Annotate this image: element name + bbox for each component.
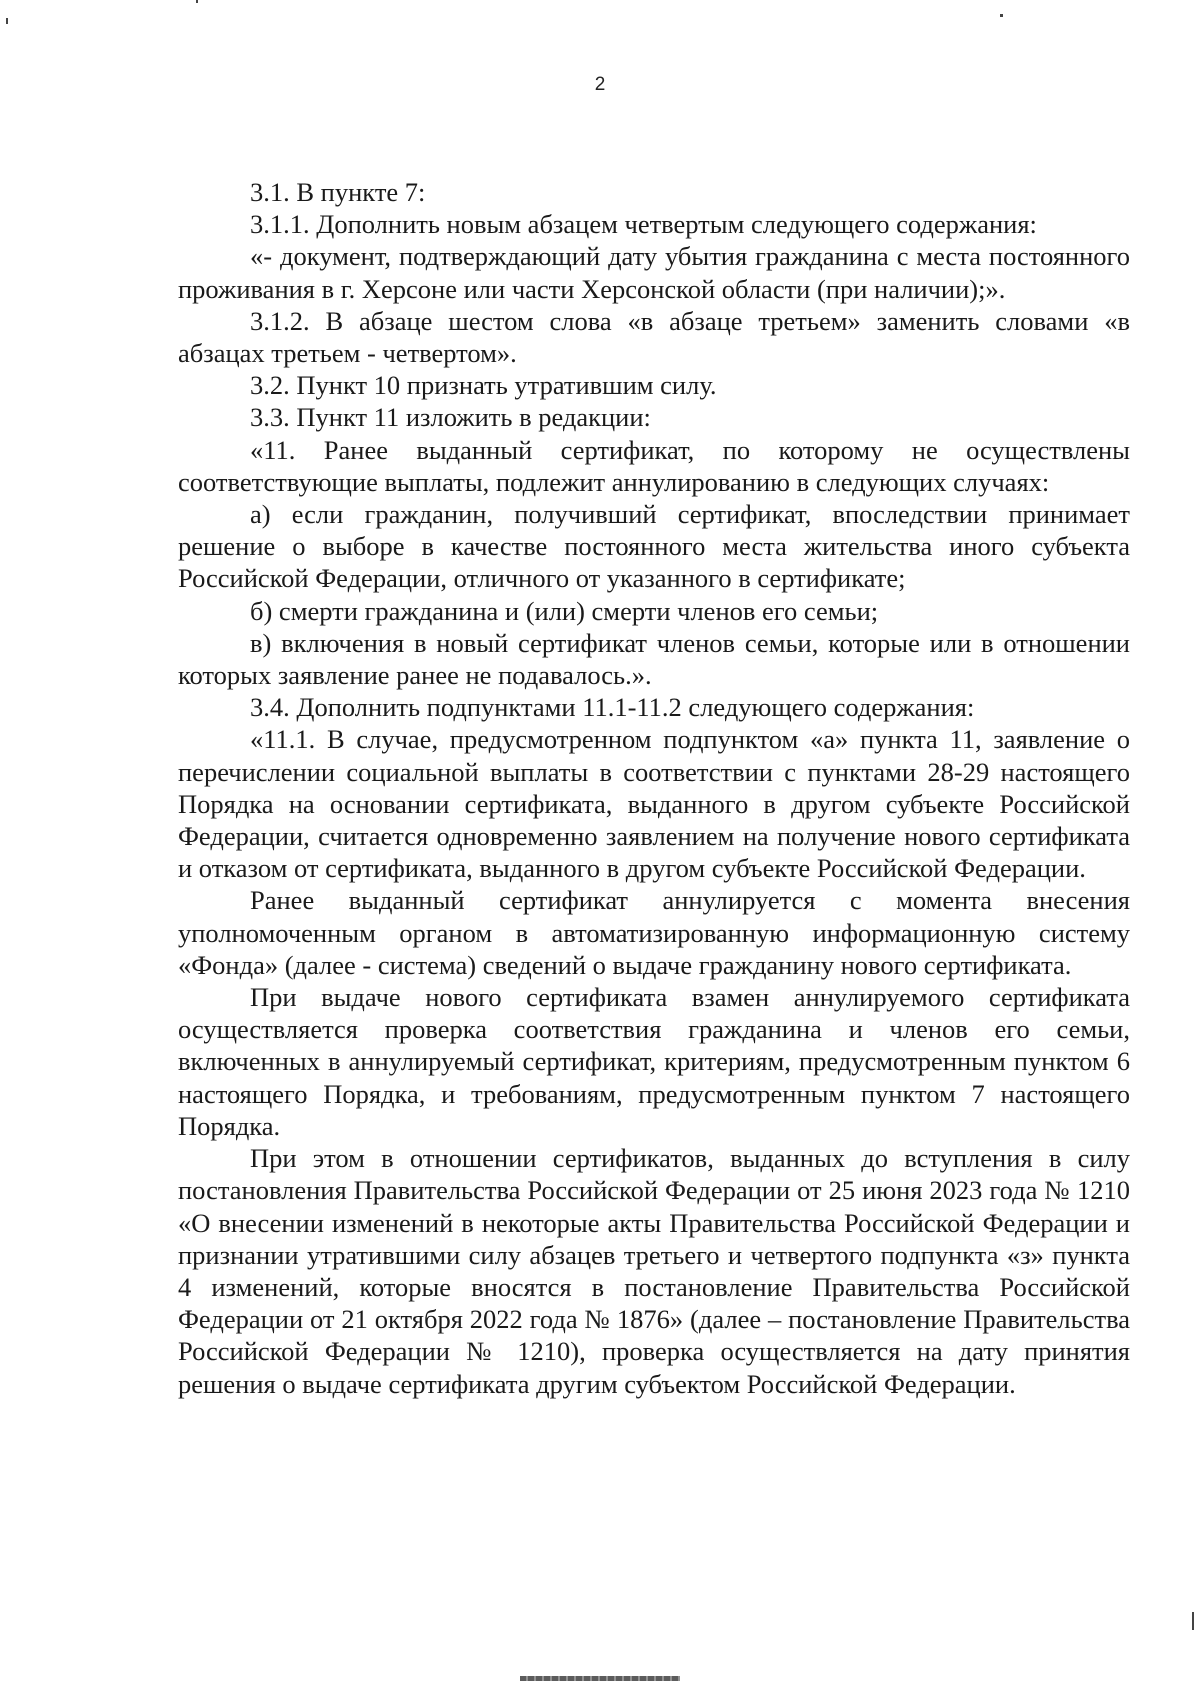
paragraph-11-a: а) если гражданин, получивший сертификат, впоследствии принимает решение о выборе в качестве постоянного места жительства иного субъекта Российской Федерации, отличного от указанного в сертификате;: [178, 499, 1130, 594]
page-number: 2: [594, 74, 606, 95]
scan-speck-top-left: [6, 18, 8, 24]
scan-speck-right-edge: [1192, 1612, 1194, 1630]
document-body: [178, 176, 1130, 1400]
scan-speck-top-center: [196, 0, 198, 3]
paragraph-3-1-1: 3.1.1. Дополнить новым абзацем четвертым следующего содержания:: [250, 209, 1037, 240]
paragraph-3-1: 3.1. В пункте 7:: [250, 177, 426, 207]
paragraph-11-1-check: При выдаче нового сертификата взамен аннулируемого сертификата осуществляется проверка соответствия гражданина и членов его семьи, включенных в аннулируемый сертификат, критериям, предусмотренным пунктом 6 настоящего Порядка, и требованиям, предусмотренным пунктом 7 настоящего Порядка.: [178, 982, 1130, 1141]
paragraph-3-2: 3.2. Пункт 10 признать утратившим силу.: [250, 370, 717, 401]
paragraph-11-intro: «11. Ранее выданный сертификат, по которому не осуществлены соответствующие выплаты, подлежит аннулированию в следующих случаях:: [178, 434, 1130, 497]
paragraph-3-1-1-quote: «- документ, подтверждающий дату убытия гражданина с места постоянного проживания в г. Херсоне или части Херсонской области (при наличии);».: [178, 241, 1130, 304]
paragraph-11-1-annul: Ранее выданный сертификат аннулируется с момента внесения уполномоченным органом в автоматизированную информационную систему «Фонда» (далее - система) сведений о выдаче гражданину нового сертификата.: [178, 885, 1130, 980]
paragraph-3-1-2: 3.1.2. В абзаце шестом слова «в абзаце третьем» заменить словами «в абзацах третьем - четвертом».: [178, 305, 1130, 369]
paragraph-3-4: 3.4. Дополнить подпунктами 11.1-11.2 следующего содержания:: [250, 692, 975, 723]
paragraph-11-v: в) включения в новый сертификат членов семьи, которые или в отношении которых заявление ранее не подавалось.».: [178, 627, 1130, 691]
paragraph-11-1-prior: При этом в отношении сертификатов, выданных до вступления в силу постановления Правительства Российской Федерации от 25 июня 2023 года № 1210 «О внесении изменений в некоторые акты Правительства Российской Федерации и признании утратившими силу абзацев третьего и четвертого подпункта «з» пункта 4 изменений, которые вносятся в постановление Правительства Российской Федерации от 21 октября 2022 года № 1876» (далее – постановление Правительства Российской Федерации № 1210), проверка осуществляется на дату принятия решения о выдаче сертификата другим субъектом Российской Федерации.: [178, 1143, 1130, 1399]
paragraph-11-1: «11.1. В случае, предусмотренном подпунктом «а» пункта 11, заявление о перечислении социальной выплаты в соответствии с пунктами 28-29 настоящего Порядка на основании сертификата, выданного в другом субъекте Российской Федерации, считается одновременно заявлением на получение нового сертификата и отказом от сертификата, выданного в другом субъекте Российской Федерации.: [178, 724, 1130, 884]
paragraph-3-3: 3.3. Пункт 11 изложить в редакции:: [250, 402, 651, 433]
scan-speck-top-right: [1000, 14, 1003, 17]
paragraph-11-b: б) смерти гражданина и (или) смерти членов его семьи;: [250, 595, 879, 626]
scan-bottom-artifact: [520, 1676, 680, 1681]
